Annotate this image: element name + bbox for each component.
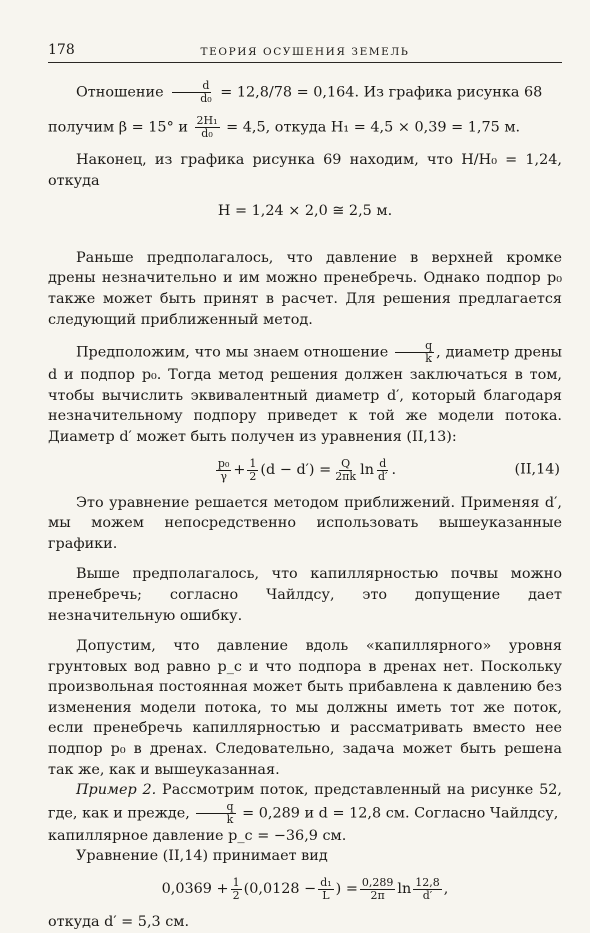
example-label: Пример 2. <box>76 782 157 799</box>
paragraph-8: Допустим, что давление вдоль «капиллярного» уровня грунтовых вод равно p_c и что подпора в дренах нет. Поскольку произвольная постоянная может быть прибавлена к давлению без изменения модели потока, то мы должны иметь тот же поток, если пренебречь капиллярностью и рассматривать вместо нее подпор p₀ в дренах. Следовательно, задача может быть решена так же, как и вышеуказанная. <box>48 638 562 778</box>
paragraph-10: капиллярное давление p_c = −36,9 см. <box>48 827 347 844</box>
equation-1 <box>48 201 562 222</box>
fraction: $\frac{d}{\text{d₀}}$ <box>170 80 213 105</box>
fraction: $\frac{1}{2}$ <box>249 456 257 483</box>
paragraph-5 <box>48 340 562 447</box>
fraction: $\frac{Q}{2\pi k}$ <box>335 456 357 483</box>
page-number: 178 <box>48 42 75 58</box>
text: получим β = 15° и <box>48 119 188 136</box>
text: Отношение <box>76 84 164 101</box>
paragraph-6: Это уравнение решается методом приближений. Применяя d′, мы можем непосредственно использовать вышеуказанные графики. <box>48 494 562 552</box>
fraction: $\frac{q}{k}$ <box>196 801 235 826</box>
paragraph-7: Выше предполагалось, что капиллярностью почвы можно пренебречь; согласно Чайлдсу, это допущение дает незначительную ошибку. <box>48 566 562 624</box>
fraction: $\frac{1}{2}$ <box>232 876 240 903</box>
fraction: $\frac{\text{d₁}}{L}$ <box>320 876 332 903</box>
fraction: $\frac{\text{p₀}}{\gamma}$ <box>217 456 230 483</box>
fraction: $\frac{q}{k}$ <box>395 340 434 365</box>
header-rule <box>48 62 562 63</box>
text: Предположим, что мы знаем отношение <box>76 344 389 361</box>
fraction: $\frac{d}{d'}$ <box>377 456 388 483</box>
paragraph-3: Наконец, из графика рисунка 69 находим, что H/H₀ = 1,24, откуда <box>48 152 562 189</box>
fraction: $\frac{12,8}{d'}$ <box>415 876 440 903</box>
page-body <box>48 80 562 933</box>
page-header <box>48 40 562 58</box>
equation-text: H = 1,24 × 2,0 ≅ 2,5 м. <box>217 203 393 220</box>
fraction: $\frac{0,289}{2\pi}$ <box>361 876 394 903</box>
equation-2: $\frac{\text{p₀}}{\gamma}$ + $\frac{1}{2}$ (d − d′) = $\frac{Q}{2\pi k}$ ln $\frac{d}{d'}$ . (II,14) <box>217 456 560 483</box>
equation-3: 0,0369 + $\frac{1}{2}$ (0,0128 − $\frac{\text{d₁}}{L}$ ) = $\frac{0,289}{2\pi}$ ln $\frac{12,8}{d'}$ , <box>161 876 449 903</box>
paragraph-1 <box>48 80 562 105</box>
text: = 12,8/78 = 0,164. Из графика рисунка 68 <box>220 84 543 101</box>
paragraph-12: откуда d′ = 5,3 см. <box>48 914 190 931</box>
running-title: ТЕОРИЯ ОСУШЕНИЯ ЗЕМЕЛЬ <box>200 46 410 58</box>
equation-number: (II,14) <box>514 461 560 478</box>
paragraph-11: Уравнение (II,14) принимает вид <box>76 848 328 865</box>
text: = 4,5, откуда H₁ = 4,5 × 0,39 = 1,75 м. <box>226 119 521 136</box>
fraction: $\frac{\text{2H₁}}{\text{d₀}}$ <box>196 114 218 140</box>
paragraph-2 <box>48 115 562 140</box>
paragraph-4: Раньше предполагалось, что давление в верхней кромке дрены незначительно и им можно пренебречь. Однако подпор p₀ также может быть принят в расчет. Для решения предлагается следующий приближенный метод. <box>48 249 562 328</box>
text: , диаметр дрены d и подпор p₀. Тогда метод решения должен заключаться в том, чтобы вычислить эквивалентный диаметр d′, который благодаря незначительному подпору приведет к той же модели потока. Диаметр d′ может быть получен из уравнения (II,13): <box>48 344 562 445</box>
paragraph-9: Пример 2. Рассмотрим поток, представленный на рисунке 52, где, как и прежде, $\frac{q}{k}$ = 0,289 и d = 12,8 см. Согласно Чайлдсу, <box>48 782 562 826</box>
